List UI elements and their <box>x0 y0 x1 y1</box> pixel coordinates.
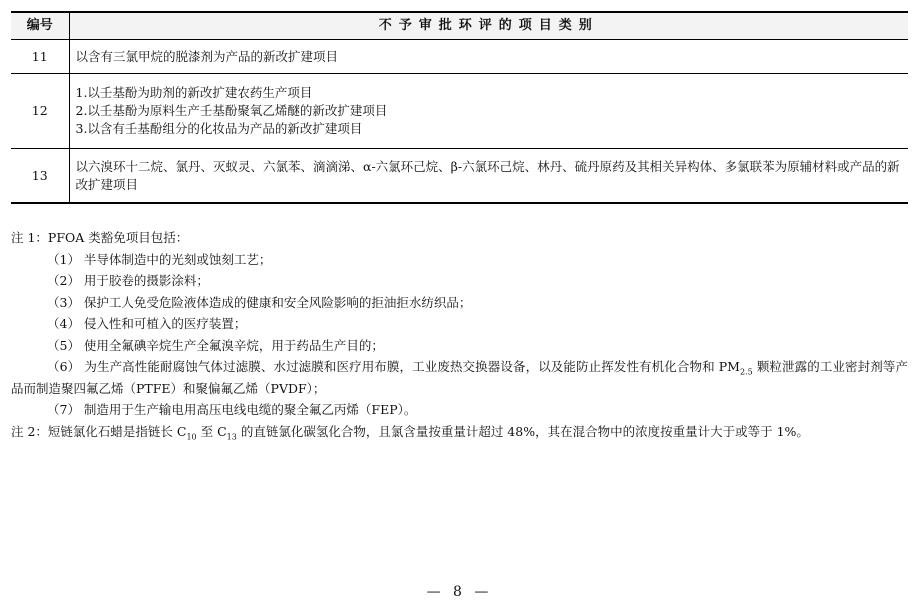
row-content <box>69 149 908 204</box>
note1-item: （2） 用于胶卷的摄影涂料； <box>47 273 209 288</box>
header-category: 不予审批环评的项目类别 <box>69 12 908 40</box>
row-content <box>69 74 908 149</box>
note1-item: （4） 侵入性和可植入的医疗装置； <box>47 316 247 331</box>
row-line: 3.以含有壬基酚组分的化妆品为产品的新改扩建项目 <box>75 121 363 136</box>
note1-item: （1） 半导体制造中的光刻或蚀刻工艺； <box>47 251 272 267</box>
note1-title: 注 1：PFOA 类豁免项目包括： <box>11 230 189 245</box>
row-number: 11 <box>11 40 69 74</box>
table-row <box>11 149 908 204</box>
row-line: 1.以壬基酚为助剂的新改扩建农药生产项目 <box>75 85 313 100</box>
row-line: 2.以壬基酚为原料生产壬基酚聚氧乙烯醚的新改扩建项目 <box>75 103 388 118</box>
table-row <box>11 74 908 149</box>
note1-item6-text-a: （6） 为生产高性能耐腐蚀气体过滤膜、水过滤膜和医疗用布膜，工业废热交换器设备，以及能防止挥发性有机化合物和 PM <box>47 359 740 374</box>
carbon-subscript: 10 <box>186 432 197 441</box>
carbon-subscript: 13 <box>226 432 237 441</box>
note1-item: （5） 使用全氟碘辛烷生产全氟溴辛烷，用于药品生产目的； <box>47 337 384 353</box>
note1-item: （7） 制造用于生产输电用高压电线电缆的聚全氟乙丙烯（FEP）。 <box>47 402 417 417</box>
row-number: 12 <box>11 74 69 149</box>
note2-text-b: 至 C <box>196 423 227 439</box>
note1-item-6 <box>11 356 908 399</box>
row-line: 以含有三氯甲烷的脱漆剂为产品的新改扩建项目 <box>75 48 339 64</box>
row-number: 13 <box>11 149 69 204</box>
header-number: 编号 <box>11 12 69 40</box>
row-line: 以六溴环十二烷、氯丹、灭蚁灵、六氯苯、滴滴涕、α-六氯环己烷、β-六氯环己烷、林丹、硫丹原药及其相关异构体、多氯联苯为原辅材料或产品的新改扩建项目 <box>75 158 900 192</box>
note2-text-a: 注 2：短链氯化石蜡是指链长 C <box>11 423 187 439</box>
note2-text-c: 的直链氯化碳氢化合物，且氯含量按重量计超过 48%，其在混合物中的浓度按重量计大于或等于 1%。 <box>236 423 809 439</box>
notes-section <box>11 227 908 442</box>
note2 <box>11 421 908 443</box>
note1-item: （3） 保护工人免受危险液体造成的健康和安全风险影响的拒油拒水纺织品； <box>47 294 472 310</box>
project-category-table <box>11 11 908 204</box>
page-number: — 8 — <box>426 584 493 600</box>
row-content <box>69 40 908 74</box>
table-header-row <box>11 12 908 40</box>
pm-subscript: 2.5 <box>740 367 753 377</box>
note1-item6-text-b: 颗粒泄露的工业密封剂等产品而制造聚四氟乙烯（PTFE）和聚偏氟乙烯（PVDF）； <box>11 359 908 396</box>
table-row <box>11 40 908 74</box>
